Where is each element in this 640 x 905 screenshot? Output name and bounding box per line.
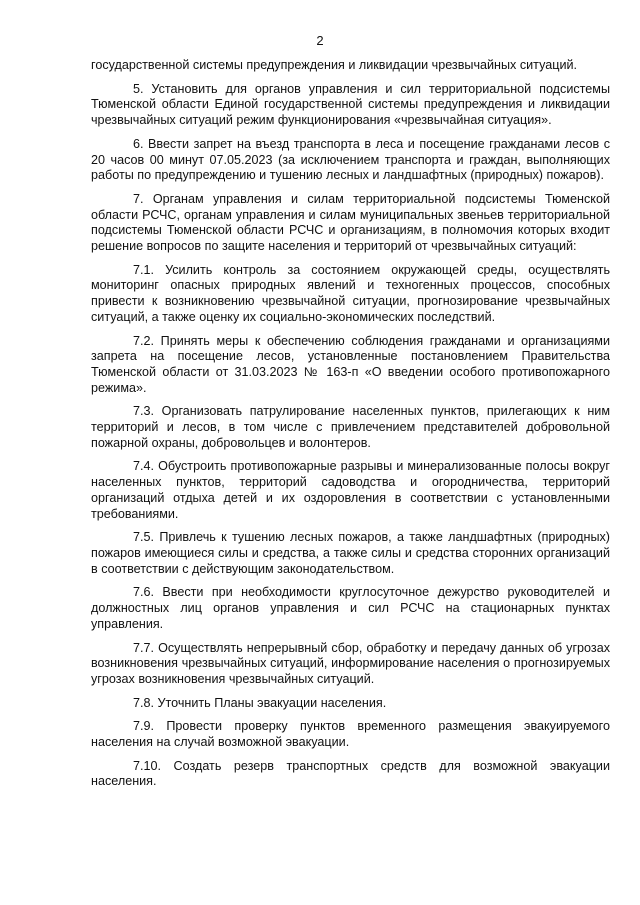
paragraph: 7.4. Обустроить противопожарные разрывы и минерализованные полосы вокруг населенных пунктов, территорий садоводства и огородничества, территорий организаций отдыха детей и их оздоровления в соответствии с установленными требованиями. [91, 459, 610, 521]
paragraph: 7.1. Усилить контроль за состоянием окружающей среды, осуществлять мониторинг опасных природных явлений и техногенных процессов, способных привести к возникновению чрезвычайной ситуации, прогнозирование чрезвычайных ситуаций, а также оценку их социально-экономических последствий. [91, 262, 610, 324]
paragraph: 7.2. Принять меры к обеспечению соблюдения гражданами и организациями запрета на посещение лесов, установленные постановлением Правительства Тюменской области от 31.03.2023 № 163-п «О введении особого противопожарного режима». [91, 333, 610, 395]
paragraph: 7.7. Осуществлять непрерывный сбор, обработку и передачу данных об угрозах возникновения чрезвычайных ситуаций, информирование населения о прогнозируемых угрозах возникновения чрезвычайных ситуаций. [91, 640, 610, 686]
paragraph: 7. Органам управления и силам территориальной подсистемы Тюменской области РСЧС, органам управления и силам муниципальных звеньев территориальной подсистемы Тюменской области РСЧС и организациям, в полномочия которых входит решение вопросов по защите населения и территорий от чрезвычайных ситуаций: [91, 191, 610, 254]
paragraph: государственной системы предупреждения и ликвидации чрезвычайных ситуаций. [91, 58, 578, 72]
page-number: 2 [316, 33, 324, 48]
paragraph: 5. Установить для органов управления и сил территориальной подсистемы Тюменской области Единой государственной системы предупреждения и ликвидации чрезвычайных ситуаций режим функционирования «чрезвычайная ситуация». [91, 81, 610, 128]
paragraph: 7.10. Создать резерв транспортных средств для возможной эвакуации населения. [91, 758, 610, 789]
paragraph: 7.6. Ввести при необходимости круглосуточное дежурство руководителей и должностных лиц органов управления и сил РСЧС на стационарных пунктах управления. [91, 585, 610, 631]
paragraph: 7.5. Привлечь к тушению лесных пожаров, а также ландшафтных (природных) пожаров имеющиеся силы и средства, а также силы и средства сторонних организаций в соответствии с действующим законодательством. [91, 530, 610, 576]
document-body [91, 58, 610, 798]
paragraph: 6. Ввести запрет на въезд транспорта в леса и посещение гражданами лесов с 20 часов 00 минут 07.05.2023 (за исключением транспорта и граждан, выполняющих работы по предупреждению и тушению лесных и ландшафтных (природных) пожаров). [91, 136, 610, 183]
paragraph: 7.8. Уточнить Планы эвакуации населения. [133, 695, 387, 710]
paragraph: 7.9. Провести проверку пунктов временного размещения эвакуируемого населения на случай возможной эвакуации. [91, 719, 610, 750]
paragraph: 7.3. Организовать патрулирование населенных пунктов, прилегающих к ним территорий и лесов, в том числе с привлечением представителей добровольной пожарной охраны, добровольцев и волонтеров. [91, 404, 610, 450]
